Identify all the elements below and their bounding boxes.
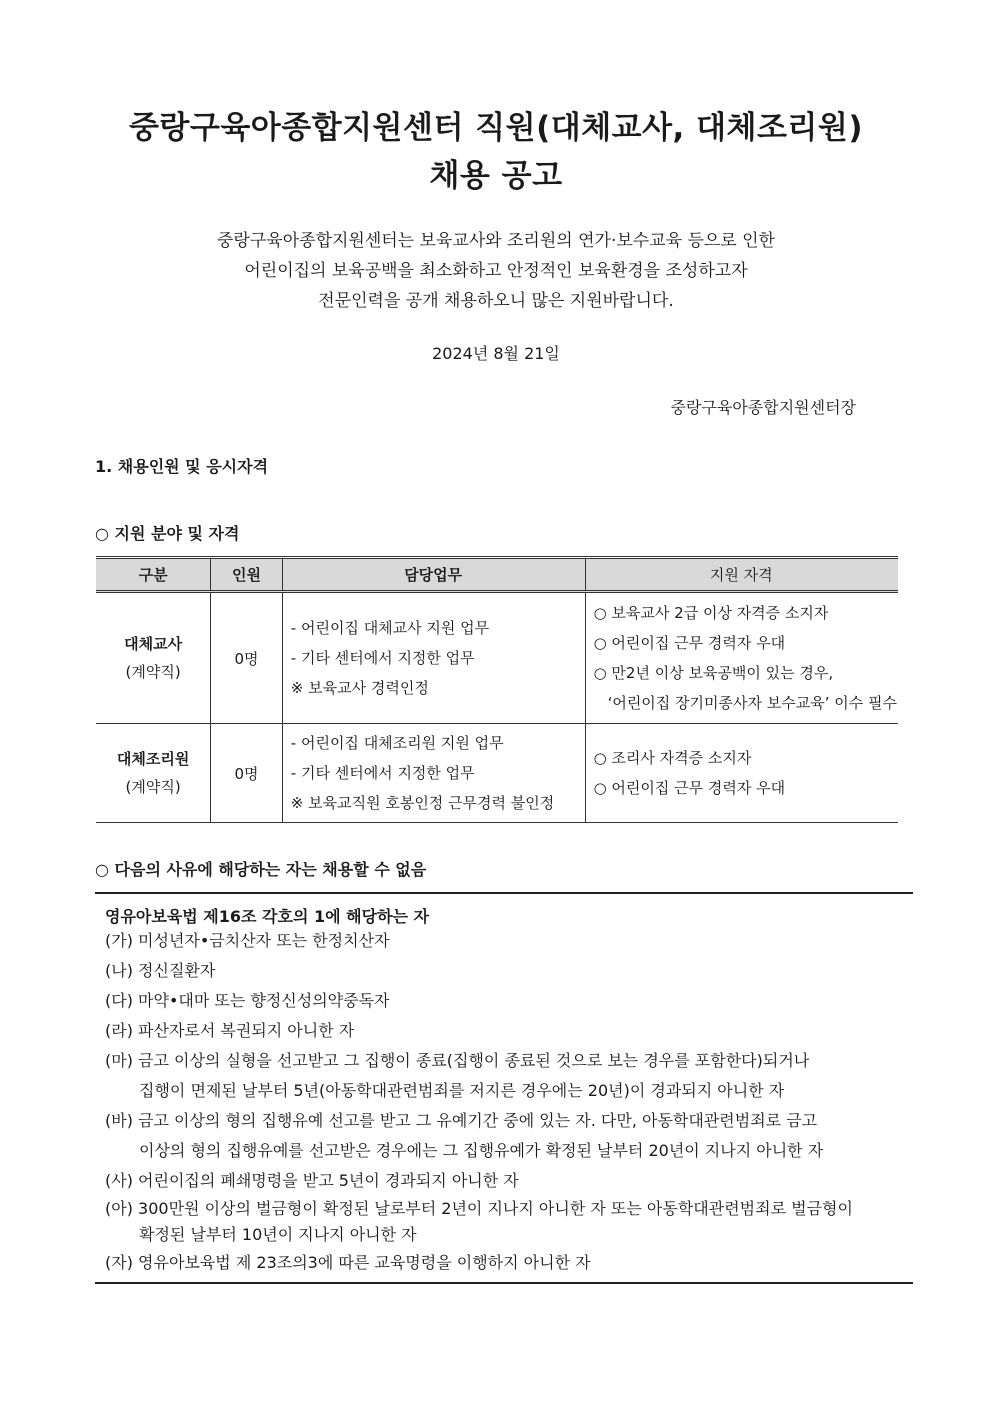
table-header-row bbox=[96, 558, 898, 592]
duty-item: - 기타 센터에서 지정한 업무 bbox=[290, 649, 475, 667]
table-row bbox=[96, 592, 898, 724]
role-cell bbox=[96, 724, 211, 823]
list-item bbox=[105, 1166, 853, 1196]
qualifications-cell bbox=[585, 592, 898, 724]
table-row bbox=[96, 724, 898, 823]
page-title: 중랑구육아종합지원센터 직원(대체교사, 대체조리원) bbox=[128, 110, 863, 146]
list-item-text: (마) 금고 이상의 실형을 선고받고 그 집행이 종료(집행이 종료된 것으로 보는 경우를 포함한다)되거나 bbox=[105, 1051, 810, 1070]
intro-line-3: 전문인력을 공개 채용하오니 많은 지원바랍니다. bbox=[318, 291, 674, 311]
role-name: 대체교사 bbox=[124, 635, 183, 653]
list-item bbox=[105, 986, 853, 1016]
list-item-text: (가) 미성년자•금치산자 또는 한정치산자 bbox=[105, 931, 390, 950]
role-cell bbox=[96, 592, 211, 724]
qualification-item: ○ 만2년 이상 보육공백이 있는 경우, bbox=[593, 664, 834, 682]
list-item-text: (다) 마약•대마 또는 향정신성의약중독자 bbox=[105, 991, 390, 1010]
page-subtitle: 채용 공고 bbox=[429, 158, 563, 194]
list-item bbox=[105, 926, 853, 956]
duties-cell bbox=[282, 724, 585, 823]
duty-item: - 기타 센터에서 지정한 업무 bbox=[290, 764, 475, 782]
header-headcount: 인원 bbox=[211, 558, 283, 592]
issuer-name: 중랑구육아종합지원센터장 bbox=[670, 398, 856, 417]
qualification-item: ○ 어린이집 근무 경력자 우대 bbox=[593, 779, 786, 797]
list-item bbox=[105, 1046, 853, 1106]
role-type: (계약직) bbox=[125, 663, 181, 681]
recruitment-table bbox=[96, 556, 898, 823]
list-item bbox=[105, 1196, 853, 1248]
duty-item: ※ 보육교사 경력인정 bbox=[290, 679, 429, 697]
section-heading-recruitment: 1. 채용인원 및 응시자격 bbox=[95, 457, 269, 476]
list-item-continuation: 확정된 날부터 10년이 지나지 아니한 자 bbox=[139, 1225, 417, 1244]
intro-line-2: 어린이집의 보육공백을 최소화하고 안정적인 보육환경을 조성하고자 bbox=[244, 261, 748, 281]
role-name: 대체조리원 bbox=[116, 750, 190, 768]
list-item-text: (라) 파산자로서 복권되지 아니한 자 bbox=[105, 1021, 355, 1040]
qualification-item: ○ 조리사 자격증 소지자 bbox=[593, 749, 752, 767]
role-type: (계약직) bbox=[125, 778, 181, 796]
list-item bbox=[105, 1248, 853, 1278]
announcement-date: 2024년 8월 21일 bbox=[432, 344, 560, 363]
list-item-continuation: 이상의 형의 집행유예를 선고받은 경우에는 그 집행유예가 확정된 날부터 20년이 지나지 아니한 자 bbox=[139, 1141, 824, 1160]
list-item-text: (나) 정신질환자 bbox=[105, 961, 216, 980]
qualifications-cell bbox=[585, 724, 898, 823]
qualification-item: ‘어린이집 장기미종사자 보수교육’ 이수 필수 bbox=[607, 694, 897, 712]
subsection-heading-disqualify: ○ 다음의 사유에 해당하는 자는 채용할 수 없음 bbox=[95, 860, 427, 879]
disqualification-heading: 영유아보육법 제16조 각호의 1에 해당하는 자 bbox=[105, 907, 430, 926]
header-category: 구분 bbox=[96, 558, 211, 592]
duty-item: ※ 보육교직원 호봉인정 근무경력 불인정 bbox=[290, 794, 555, 812]
list-item bbox=[105, 1106, 853, 1166]
disqualification-list bbox=[105, 926, 853, 1278]
list-item-text: (자) 영유아보육법 제 23조의3에 따른 교육명령을 이행하지 아니한 자 bbox=[105, 1253, 591, 1272]
headcount-cell: 0명 bbox=[211, 592, 283, 724]
list-item bbox=[105, 1016, 853, 1046]
list-item-text: (사) 어린이집의 폐쇄명령을 받고 5년이 경과되지 아니한 자 bbox=[105, 1171, 519, 1190]
duty-item: - 어린이집 대체교사 지원 업무 bbox=[290, 619, 490, 637]
disqualification-box bbox=[95, 892, 913, 1284]
headcount-cell: 0명 bbox=[211, 724, 283, 823]
list-item-continuation: 집행이 면제된 날부터 5년(아동학대관련범죄를 저지른 경우에는 20년)이 경과되지 아니한 자 bbox=[139, 1081, 785, 1100]
list-item bbox=[105, 956, 853, 986]
duty-item: - 어린이집 대체조리원 지원 업무 bbox=[290, 734, 504, 752]
list-item-text: (바) 금고 이상의 형의 집행유예 선고를 받고 그 유예기간 중에 있는 자. 다만, 아동학대관련범죄로 금고 bbox=[105, 1111, 818, 1130]
subsection-heading-fields: ○ 지원 분야 및 자격 bbox=[95, 524, 240, 543]
intro-line-1: 중랑구육아종합지원센터는 보육교사와 조리원의 연가·보수교육 등으로 인한 bbox=[217, 231, 775, 251]
qualification-item: ○ 어린이집 근무 경력자 우대 bbox=[593, 634, 786, 652]
list-item-text: (아) 300만원 이상의 벌금형이 확정된 날로부터 2년이 지나지 아니한 자 또는 아동학대관련범죄로 벌금형이 bbox=[105, 1199, 853, 1218]
header-qualifications: 지원 자격 bbox=[585, 558, 898, 592]
duties-cell bbox=[282, 592, 585, 724]
qualification-item: ○ 보육교사 2급 이상 자격증 소지자 bbox=[593, 604, 829, 622]
header-duties: 담당업무 bbox=[282, 558, 585, 592]
